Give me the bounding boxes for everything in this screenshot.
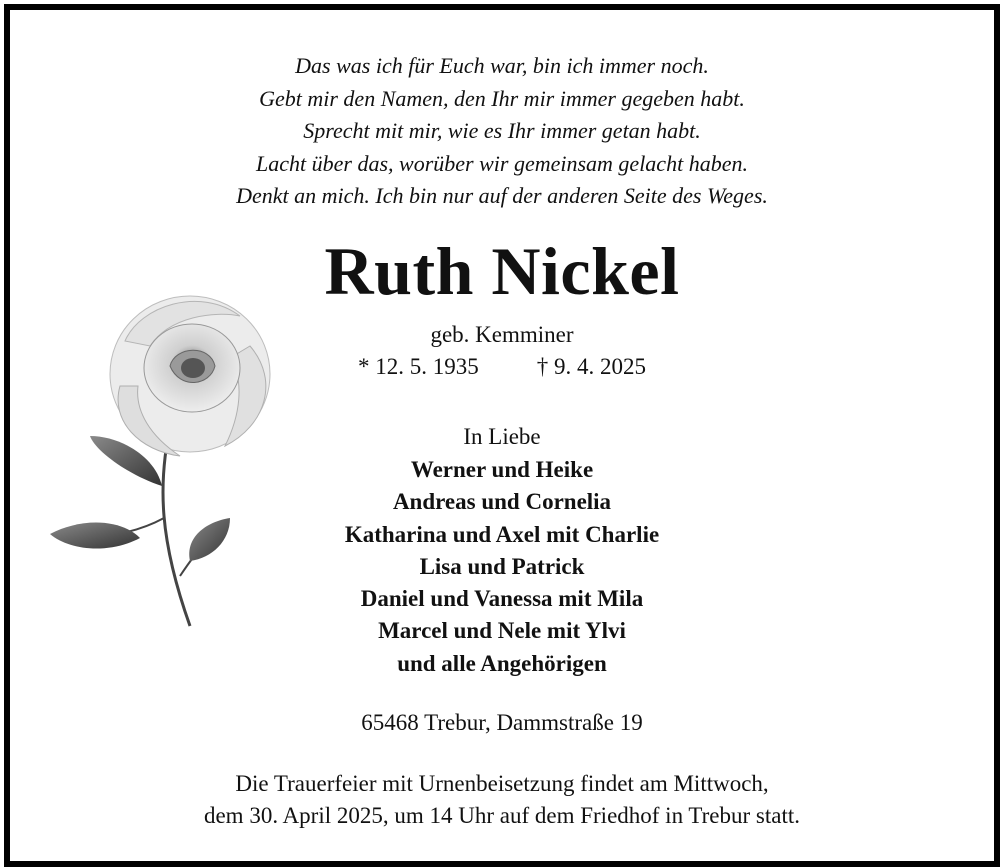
mourner-entry: Lisa und Patrick <box>419 553 585 579</box>
death-date: † 9. 4. 2025 <box>536 354 646 379</box>
service-notice <box>10 768 994 832</box>
mourner-entry: Andreas und Cornelia <box>392 489 612 515</box>
service-line: dem 30. April 2025, um 14 Uhr auf dem Friedhof in Trebur statt. <box>203 803 801 828</box>
obituary-frame <box>4 4 1000 867</box>
mourner-entry: Katharina und Axel mit Charlie <box>344 521 660 547</box>
poem-line: Sprecht mit mir, wie es Ihr immer getan habt. <box>303 118 701 143</box>
rose-icon <box>40 286 280 636</box>
memorial-poem <box>10 50 994 213</box>
poem-line: Das was ich für Euch war, bin ich immer noch. <box>295 53 709 78</box>
mourner-entry: Marcel und Nele mit Ylvi <box>378 618 626 644</box>
mourner-entry: Werner und Heike <box>410 457 594 482</box>
address: 65468 Trebur, Dammstraße 19 <box>361 710 643 735</box>
birth-name: geb. Kemminer <box>430 322 574 347</box>
mourner-entry: Daniel und Vanessa mit Mila <box>360 586 644 612</box>
service-line: Die Trauerfeier mit Urnenbeisetzung findet am Mittwoch, <box>235 771 769 796</box>
poem-line: Denkt an mich. Ich bin nur auf der anderen Seite des Weges. <box>236 183 768 208</box>
poem-line: Lacht über das, worüber wir gemeinsam gelacht haben. <box>256 150 748 176</box>
poem-line: Gebt mir den Namen, den Ihr mir immer gegeben habt. <box>259 85 745 111</box>
mourner-entry: und alle Angehörigen <box>397 650 607 676</box>
birth-date: * 12. 5. 1935 <box>358 354 479 379</box>
deceased-name: Ruth Nickel <box>324 233 680 309</box>
mourners-intro: In Liebe <box>463 424 541 449</box>
